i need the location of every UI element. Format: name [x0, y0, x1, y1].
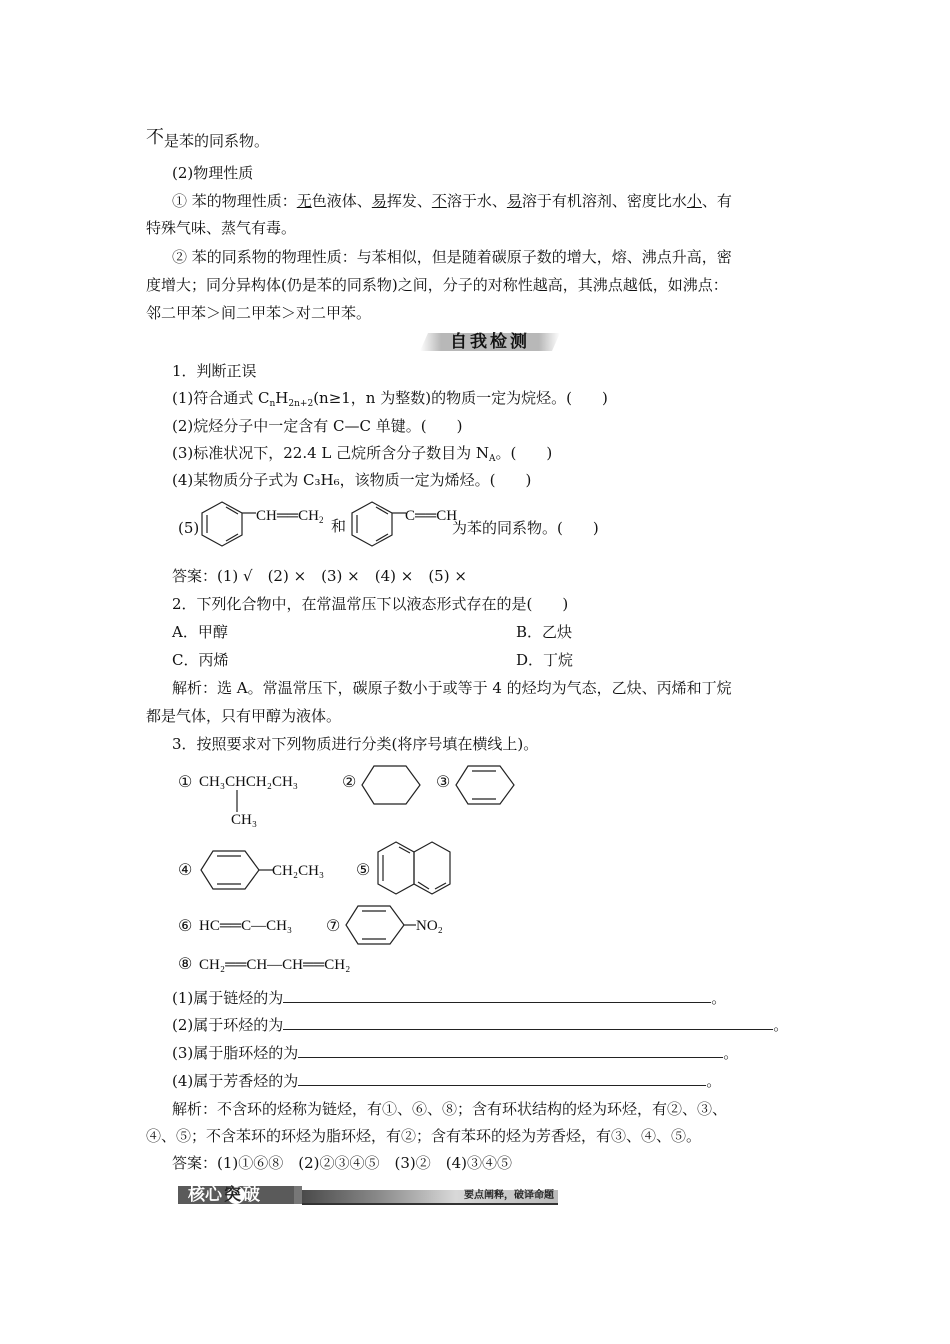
q1-s5-label: (5) [178, 519, 200, 537]
styrene-ring-icon [198, 498, 258, 554]
homolog-properties-line-3: 邻二甲苯＞间二甲苯＞对二甲苯。 [146, 304, 372, 322]
q3-num-3: ③ [436, 772, 451, 791]
q1-s1-c: (n≥1，n 为整数)的物质一定为烷烃。( ) [313, 389, 608, 407]
intro-line-1-text: 是苯的同系物。 [164, 132, 270, 150]
q3-blank-3-line[interactable] [298, 1043, 723, 1058]
q1-s3: (3)标准状况下，22.4 L 己烷所含分子数目为 N [172, 444, 490, 462]
intro-line-1 [146, 128, 269, 151]
q3-formula-1-branch: CH₃ [231, 812, 258, 828]
q3-num-1: ① [178, 772, 193, 791]
p1-u1: 无 [296, 192, 312, 210]
q3-answer: 答案：(1)①⑥⑧ (2)②③④⑤ (3)② (4)③④⑤ [172, 1154, 512, 1172]
q3-analysis-2: ④、⑤；不含苯环的环烃为脂环烃，有②；含有苯环的烃为芳香烃，有③、④、⑤。 [146, 1127, 702, 1145]
physical-properties-heading: (2)物理性质 [172, 164, 254, 182]
q3-formula-1: CH₃CHCH₂CH₃ [199, 774, 299, 790]
q3-blank-1-end: 。 [711, 989, 727, 1007]
q1-s1-sub-n: n [269, 399, 276, 409]
q1-statement-2: (2)烷烃分子中一定含有 C—C 单键。( ) [172, 417, 463, 435]
intro-big-char: 不 [146, 127, 164, 148]
q1-statement-3 [172, 443, 552, 469]
p1-t4: 溶于有机溶剂、密度比水 [521, 192, 687, 210]
q3-blank-3 [172, 1043, 738, 1063]
q3-num-6: ⑥ [178, 916, 193, 935]
q1-s5-tail: 为苯的同系物。( ) [452, 519, 599, 537]
styrene-formula-sub: 2 [318, 515, 324, 525]
q3-formula-7: NO₂ [416, 918, 443, 934]
q1-s3-end: 。( ) [495, 444, 553, 462]
p1-t5: 、有 [701, 192, 732, 210]
core-banner-slogan: 要点阐释，破译命题 [464, 1190, 554, 1201]
q3-blank-2-end: 。 [773, 1016, 789, 1034]
q2-option-b: B．乙炔 [516, 623, 573, 641]
q3-num-2: ② [342, 772, 357, 791]
q1-statement-1 [172, 388, 608, 414]
q3-num-5: ⑤ [356, 860, 371, 879]
phenylacetylene-ring-icon [348, 498, 408, 554]
q3-blank-2-label: (2)属于环烃的为 [172, 1016, 284, 1034]
q3-num-8: ⑧ [178, 954, 193, 973]
p1-u2: 易 [371, 192, 387, 210]
p1-u5: 小 [686, 192, 702, 210]
q1-statement-4: (4)某物质分子式为 C₃H₆，该物质一定为烯烃。( ) [172, 471, 532, 489]
p1-t1: 色液体、 [311, 192, 372, 210]
q1-s1-b: H [275, 389, 289, 407]
q1-s5-and: 和 [331, 517, 347, 535]
q3-num-4: ④ [178, 860, 193, 879]
q1-title: 1．判断正误 [172, 362, 257, 380]
naphthalene-icon [376, 838, 452, 900]
q3-blank-1-label: (1)属于链烃的为 [172, 989, 284, 1007]
q3-blank-1 [172, 988, 726, 1008]
q3-formula-6: HC══C—CH₃ [199, 918, 293, 934]
q3-blank-4-end: 。 [706, 1072, 722, 1090]
benzene-properties-line-1 [172, 191, 732, 211]
p1-u3: 不 [431, 192, 447, 210]
core-banner-b: 突 [224, 1185, 241, 1205]
homolog-properties-line-2: 度增大；同分异构体(仍是苯的同系物)之间，分子的对称性越高，其沸点越低，如沸点： [146, 276, 728, 294]
ethylbenzene-ring-icon [199, 847, 275, 893]
q3-num-7: ⑦ [326, 916, 341, 935]
cyclohexane-icon [360, 762, 422, 808]
q3-blank-4-line[interactable] [298, 1071, 706, 1086]
q3-blank-3-label: (3)属于脂环烃的为 [172, 1044, 299, 1062]
q3-blank-4 [172, 1071, 721, 1091]
self-check-title: 自我检测 [450, 332, 530, 352]
p1-prefix: ① 苯的物理性质： [172, 192, 297, 210]
q2-title: 2．下列化合物中，在常温常压下以液态形式存在的是( ) [172, 595, 569, 613]
q1-s1-sub: 2n+2 [288, 399, 314, 409]
q3-blank-1-line[interactable] [283, 988, 711, 1003]
homolog-properties-line-1: ② 苯的同系物的物理性质：与苯相似，但是随着碳原子数的增大，熔、沸点升高，密 [172, 248, 732, 266]
q3-formula-1-branch-bond [234, 790, 240, 812]
q2-analysis-1: 解析：选 A。常温常压下，碳原子数小于或等于 4 的烃均为气态，乙炔、丙烯和丁烷 [172, 679, 732, 697]
q3-blank-4-label: (4)属于芳香烃的为 [172, 1072, 299, 1090]
q3-blank-2 [172, 1015, 788, 1035]
benzene-icon [454, 762, 516, 808]
q2-analysis-2: 都是气体，只有甲醇为液体。 [146, 707, 342, 725]
self-check-banner [420, 331, 560, 353]
core-banner-title [188, 1184, 260, 1206]
q2-option-a: A．甲醇 [172, 623, 228, 641]
q3-blank-3-end: 。 [723, 1044, 739, 1062]
q3-formula-8: CH₂══CH—CH══CH₂ [199, 957, 351, 973]
nitrobenzene-ring-icon [344, 902, 418, 948]
q2-option-c: C．丙烯 [172, 651, 229, 669]
benzene-properties-line-2: 特殊气味、蒸气有毒。 [146, 219, 297, 237]
styrene-formula [256, 506, 323, 530]
q1-s1-a: (1)符合通式 C [172, 389, 270, 407]
styrene-formula-text: CH══CH [256, 508, 319, 524]
phenylacetylene-formula: C══CH [405, 508, 458, 524]
q3-blank-2-line[interactable] [283, 1015, 773, 1030]
q3-title: 3．按照要求对下列物质进行分类(将序号填在横线上)。 [172, 735, 539, 753]
q3-analysis-1: 解析：不含环的烃称为链烃，有①、⑥、⑧；含有环状结构的烃为环烃，有②、③、 [172, 1100, 728, 1118]
core-breakthrough-banner [178, 1184, 558, 1206]
core-banner-c: 破 [243, 1185, 260, 1205]
q1-answer: 答案：(1) √ (2) × (3) × (4) × (5) × [172, 567, 467, 585]
p1-t3: 溶于水、 [446, 192, 507, 210]
p1-u4: 易 [506, 192, 522, 210]
q1-s3-sub: A [489, 454, 496, 464]
q2-option-d: D．丁烷 [516, 651, 574, 669]
core-banner-a: 核心 [188, 1185, 222, 1205]
q3-formula-4: CH₂CH₃ [272, 863, 325, 879]
p1-t2: 挥发、 [386, 192, 432, 210]
